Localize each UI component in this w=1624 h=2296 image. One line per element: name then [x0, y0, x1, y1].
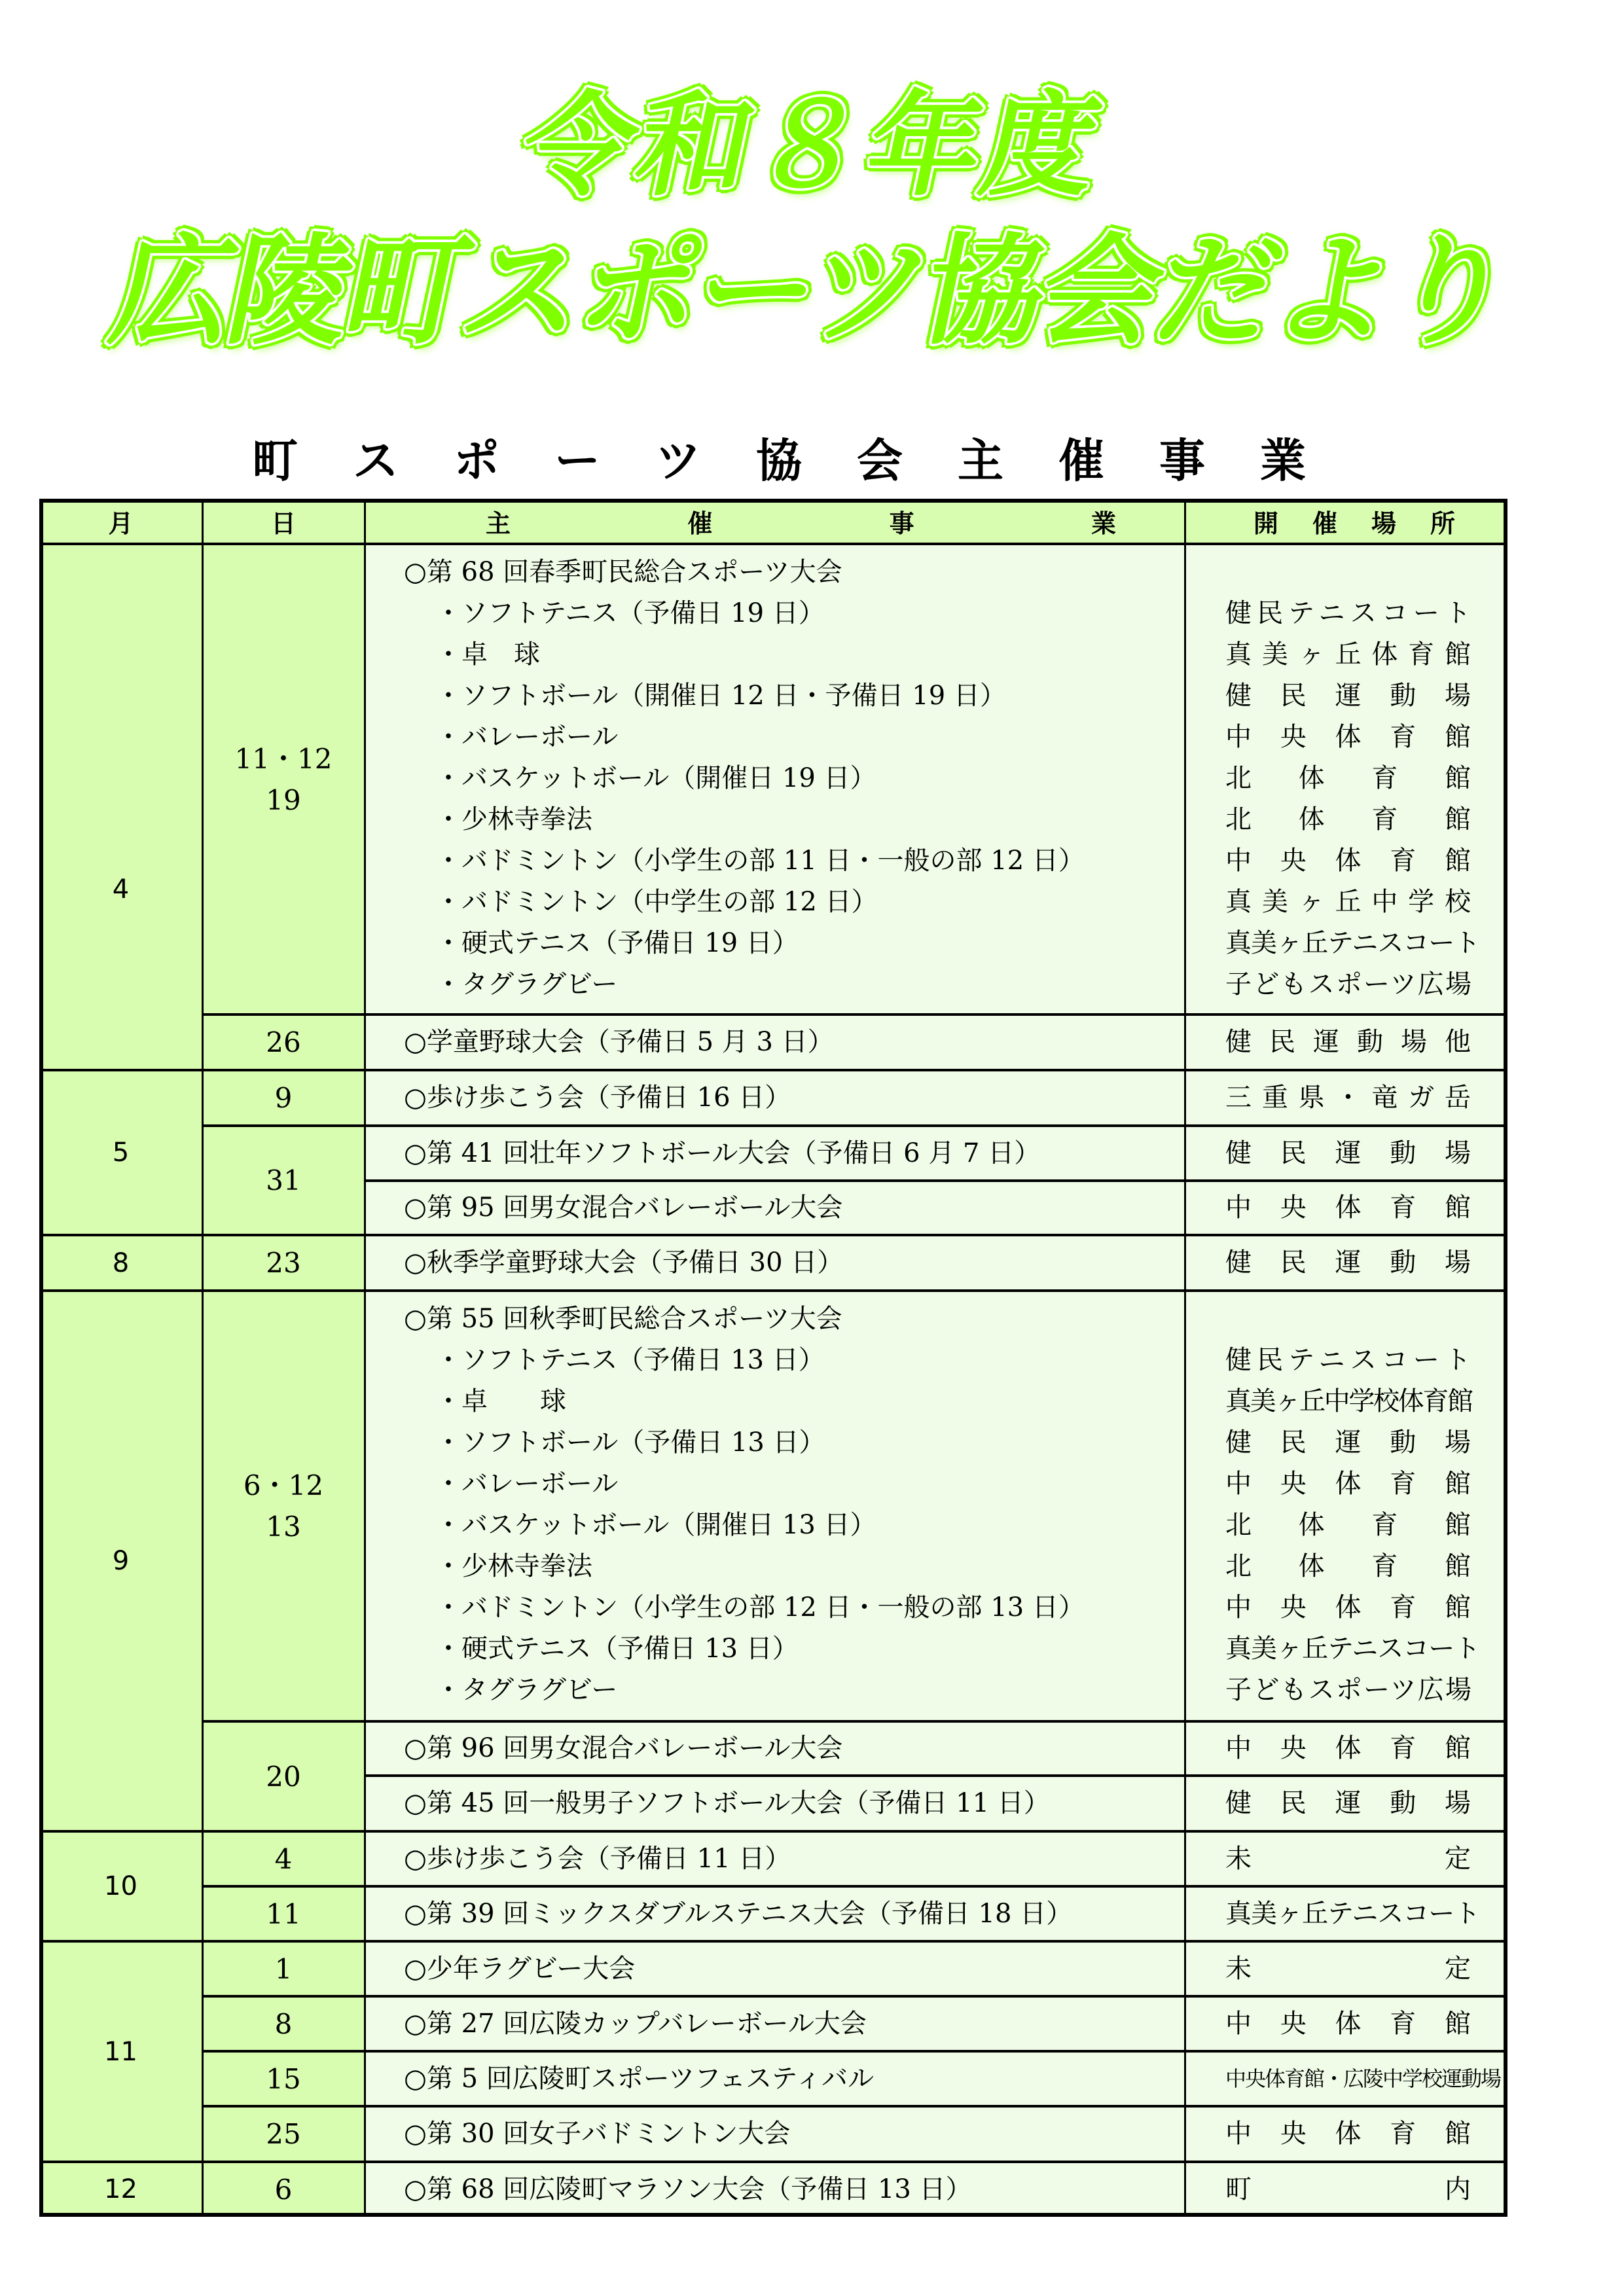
row-divider [39, 543, 1507, 545]
event-item: ・少林寺拳法 [435, 1551, 592, 1581]
venue-name: 真美ヶ丘テニスコート [1225, 1634, 1480, 1664]
event-cell: ○第 30 回女子バドミントン大会 [365, 2106, 1185, 2162]
event-cell: ○第 27 回広陵カップバレーボール大会 [365, 1996, 1185, 2051]
day-cell: 15 [202, 2051, 365, 2106]
event-item: ・ソフトテニス（予備日 13 日） [435, 1345, 825, 1375]
venue-name: 健民運動場 [1225, 681, 1471, 711]
month-cell: 8 [39, 1235, 202, 1291]
event-item: ・タグラグビー [435, 969, 618, 999]
event-cell [365, 544, 1185, 1014]
row-divider [202, 2050, 1507, 2053]
event-item: ・バドミントン（小学生の部 12 日・一般の部 13 日） [435, 1592, 1085, 1623]
event-item: ・バレーボール [435, 722, 619, 752]
event-cell [365, 1291, 1185, 1721]
event-cell: ○歩け歩こう会（予備日 16 日） [365, 1070, 1185, 1126]
row-divider [39, 1940, 1507, 1943]
event-cell: ○少年ラグビー大会 [365, 1941, 1185, 1996]
venue-name: 北体育館 [1225, 1551, 1471, 1581]
venue-cell: 健民運動場 [1185, 1776, 1507, 1831]
event-item: ・少林寺拳法 [435, 804, 592, 834]
event-title: ○第 55 回秋季町民総合スポーツ大会 [404, 1304, 842, 1334]
events-schedule-table [39, 499, 1507, 2217]
month-cell: 9 [39, 1291, 202, 1831]
day-cell: 11 [202, 1886, 365, 1941]
venue-cell: 中央体育館 [1185, 1721, 1507, 1776]
column-divider [1184, 499, 1186, 2217]
header-day: 日 [202, 499, 365, 544]
venue-cell: 健民運動場 [1185, 1235, 1507, 1291]
venue-cell: 真美ヶ丘テニスコート [1185, 1886, 1507, 1941]
event-item: ・卓 球 [435, 1386, 566, 1416]
event-item: ・タグラグビー [435, 1675, 618, 1705]
venue-cell: 三重県・竜ガ岳 [1185, 1070, 1507, 1126]
venue-cell: 健民運動場他 [1185, 1014, 1507, 1070]
month-cell: 11 [39, 1941, 202, 2162]
venue-name: 真美ヶ丘中学校 [1225, 887, 1471, 917]
event-cell: ○学童野球大会（予備日 5 月 3 日） [365, 1014, 1185, 1070]
venue-cell: 未定 [1185, 1941, 1507, 1996]
row-divider [202, 1995, 1507, 1998]
venue-name: 真美ヶ丘中学校体育館 [1225, 1386, 1471, 1416]
day-cell: 1 [202, 1941, 365, 1996]
header-month: 月 [39, 499, 202, 544]
event-item: ・バスケットボール（開催日 19 日） [435, 763, 876, 793]
row-divider [39, 1830, 1507, 1833]
row-divider [202, 1885, 1507, 1888]
event-item: ・バレーボール [435, 1469, 619, 1499]
column-divider [202, 499, 204, 2217]
venue-name: 中央体育館 [1225, 1592, 1471, 1623]
month-cell: 10 [39, 1831, 202, 1941]
row-divider [202, 2105, 1507, 2108]
row-divider [365, 1774, 1507, 1777]
venue-cell: 未定 [1185, 1831, 1507, 1886]
row-divider [39, 1069, 1507, 1071]
row-divider [202, 1013, 1507, 1016]
venue-cell: 中央体育館・広陵中学校運動場 [1185, 2051, 1507, 2106]
day-cell: 6・12 13 [202, 1291, 365, 1721]
venue-name: 真美ヶ丘体育館 [1225, 639, 1471, 670]
venue-cell: 中央体育館 [1185, 1181, 1507, 1235]
event-item: ・バスケットボール（開催日 13 日） [435, 1510, 876, 1540]
event-cell: ○歩け歩こう会（予備日 11 日） [365, 1831, 1185, 1886]
row-divider [39, 1289, 1507, 1292]
venue-name: 中央体育館 [1225, 846, 1471, 876]
day-cell: 20 [202, 1721, 365, 1831]
event-cell: ○第 95 回男女混合バレーボール大会 [365, 1181, 1185, 1235]
venue-name: 北体育館 [1225, 763, 1471, 793]
venue-cell: 健民運動場 [1185, 1126, 1507, 1181]
day-cell: 11・12 19 [202, 544, 365, 1014]
venue-name: 中央体育館 [1225, 722, 1471, 752]
section-heading: 町 ス ポ ー ツ 協 会 主 催 事 業 [252, 434, 1306, 488]
event-item: ・卓 球 [435, 639, 540, 670]
event-cell: ○第 68 回広陵町マラソン大会（予備日 13 日） [365, 2162, 1185, 2217]
venue-cell: 中央体育館 [1185, 2106, 1507, 2162]
event-item: ・バドミントン（小学生の部 11 日・一般の部 12 日） [435, 846, 1085, 876]
row-divider [202, 1720, 1507, 1723]
event-cell: ○第 45 回一般男子ソフトボール大会（予備日 11 日） [365, 1776, 1185, 1831]
header-venue: 開 催 場 所 [1185, 499, 1507, 544]
venue-cell [1185, 1291, 1507, 1721]
row-divider [365, 1179, 1507, 1182]
event-item: ・硬式テニス（予備日 19 日） [435, 928, 799, 958]
event-item: ・ソフトボール（開催日 12 日・予備日 19 日） [435, 681, 1006, 711]
header-event: 主 催 事 業 [365, 499, 1185, 544]
event-cell: ○秋季学童野球大会（予備日 30 日） [365, 1235, 1185, 1291]
venue-cell [1185, 544, 1507, 1014]
event-cell: ○第 41 回壮年ソフトボール大会（予備日 6 月 7 日） [365, 1126, 1185, 1181]
month-cell: 12 [39, 2162, 202, 2217]
column-divider [364, 499, 366, 2217]
row-divider [39, 1234, 1507, 1236]
venue-name: 子どもスポーツ広場 [1225, 1675, 1471, 1705]
event-title: ○第 68 回春季町民総合スポーツ大会 [404, 557, 842, 587]
day-cell: 4 [202, 1831, 365, 1886]
venue-name: 健民テニスコート [1225, 598, 1471, 628]
event-item: ・硬式テニス（予備日 13 日） [435, 1634, 799, 1664]
venue-name: 中央体育館 [1225, 1469, 1471, 1499]
venue-cell: 中央体育館 [1185, 1996, 1507, 2051]
venue-cell: 町内 [1185, 2162, 1507, 2217]
event-cell: ○第 5 回広陵町スポーツフェスティバル [365, 2051, 1185, 2106]
month-cell: 5 [39, 1070, 202, 1235]
event-cell: ○第 96 回男女混合バレーボール大会 [365, 1721, 1185, 1776]
event-cell: ○第 39 回ミックスダブルステニス大会（予備日 18 日） [365, 1886, 1185, 1941]
day-cell: 9 [202, 1070, 365, 1126]
event-item: ・バドミントン（中学生の部 12 日） [435, 887, 878, 917]
venue-name: 北体育館 [1225, 804, 1471, 834]
venue-name: 北体育館 [1225, 1510, 1471, 1540]
day-cell: 25 [202, 2106, 365, 2162]
venue-name: 健民運動場 [1225, 1427, 1471, 1458]
newsletter-title: 広陵町スポーツ協会だより [100, 222, 1524, 361]
event-item: ・ソフトテニス（予備日 19 日） [435, 598, 825, 628]
day-cell: 6 [202, 2162, 365, 2217]
venue-name: 健民テニスコート [1225, 1345, 1471, 1375]
venue-name: 真美ヶ丘テニスコート [1225, 928, 1480, 958]
day-cell: 23 [202, 1235, 365, 1291]
newsletter-year-title: 令和８年度 [510, 80, 1114, 211]
day-cell: 8 [202, 1996, 365, 2051]
row-divider [39, 2161, 1507, 2163]
day-cell: 26 [202, 1014, 365, 1070]
day-cell: 31 [202, 1126, 365, 1235]
event-item: ・ソフトボール（予備日 13 日） [435, 1427, 825, 1458]
row-divider [202, 1124, 1507, 1127]
venue-name: 子どもスポーツ広場 [1225, 969, 1471, 999]
month-cell: 4 [39, 544, 202, 1235]
